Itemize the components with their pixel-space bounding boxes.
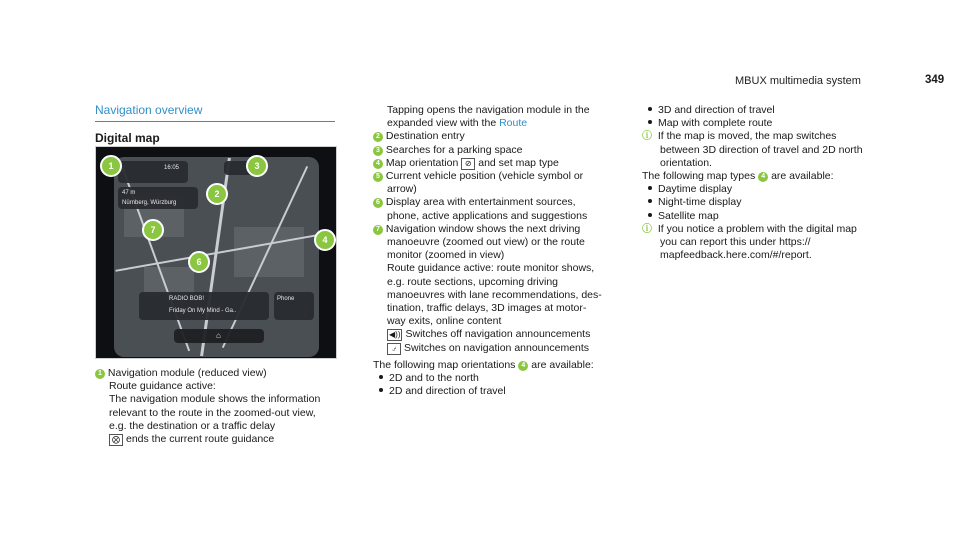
- note-text: If you notice a problem with the digital map: [657, 222, 857, 235]
- item-text: phone, active applications and suggestions: [387, 209, 588, 222]
- list-item: Satellite map: [658, 209, 719, 222]
- item-text: arrow): [387, 183, 417, 196]
- subsection-title: Digital map: [95, 131, 160, 145]
- item-text: Switches off navigation announcements: [405, 328, 591, 341]
- info-icon: ⓘ: [642, 131, 652, 143]
- bullet-icon: [648, 107, 652, 111]
- item-text: Destination entry: [385, 130, 465, 143]
- item-text: are available:: [531, 358, 594, 371]
- item-text: e.g. route sections, upcoming driving: [387, 275, 559, 288]
- distance-text: 47 m: [122, 190, 136, 196]
- item-text: Navigation module (reduced view): [107, 367, 267, 379]
- route-link[interactable]: Route: [499, 117, 528, 130]
- route-text: Nürnberg, Würzburg: [122, 200, 177, 206]
- item-text: tination, traffic delays, 3D images at motor-: [387, 302, 587, 315]
- note-text: you can report this under https://: [660, 236, 811, 249]
- item-text: manoeuvres with lane recommendations, des-: [387, 288, 602, 301]
- digital-map-screenshot: [95, 146, 337, 359]
- running-header: MBUX multimedia system: [735, 75, 861, 87]
- section-title: Navigation overview: [95, 103, 203, 117]
- item-text: Route guidance active: route monitor shows,: [387, 262, 595, 275]
- callout-2: 2: [206, 183, 228, 205]
- item-text: Current vehicle position (vehicle symbol or: [385, 170, 584, 183]
- list-item: 3D and direction of travel: [658, 104, 775, 116]
- note-text: orientation.: [660, 156, 712, 169]
- list-item: Daytime display: [658, 183, 733, 196]
- speaker-off-icon: ⍻: [387, 343, 401, 355]
- item-text: Route guidance active:: [109, 380, 216, 393]
- phone-label: Phone: [277, 296, 295, 302]
- item-text: and set map type: [478, 156, 559, 169]
- note-text: between 3D direction of travel and 2D north: [660, 143, 863, 156]
- info-icon: ⓘ: [642, 223, 652, 235]
- item-text: manoeuvre (zoomed out view) or the route: [387, 236, 585, 249]
- bullet-icon: [648, 186, 652, 190]
- item-text: The following map orientations: [373, 358, 516, 371]
- note-text: mapfeedback.here.com/#/report.: [660, 249, 812, 262]
- item-text: ends the current route guidance: [126, 433, 275, 446]
- item-text: relevant to the route in the zoomed-out view,: [109, 406, 316, 419]
- callout-1: 1: [100, 155, 122, 177]
- compass-icon: ⊘: [461, 158, 475, 170]
- item-text: Navigation window shows the next driving: [385, 222, 581, 235]
- callout-badge: 2: [373, 132, 383, 142]
- item-text: expanded view with the: [387, 117, 497, 130]
- item-text: e.g. the destination or a traffic delay: [109, 419, 276, 432]
- bullet-icon: [648, 120, 652, 124]
- section-divider: [95, 121, 335, 122]
- note-text: If the map is moved, the map switches: [657, 130, 837, 143]
- home-icon: ⌂: [216, 331, 221, 340]
- item-text: are available:: [771, 170, 834, 183]
- item-text: Map orientation: [385, 156, 459, 169]
- bullet-icon: [379, 375, 383, 379]
- item-text: monitor (zoomed in view): [387, 249, 505, 262]
- right-description: [642, 104, 892, 262]
- page-number: 349: [925, 74, 945, 86]
- list-item: Night-time display: [658, 196, 742, 209]
- bullet-icon: [648, 199, 652, 203]
- callout-badge: 4: [758, 172, 768, 182]
- callout-badge: 6: [373, 198, 383, 208]
- middle-description: [373, 104, 618, 398]
- callout-badge: 5: [373, 172, 383, 182]
- callout-4: 4: [314, 229, 336, 251]
- clock-text: 16:05: [164, 165, 180, 171]
- item-text: Display area with entertainment sources,: [385, 196, 576, 209]
- callout-badge: 4: [518, 361, 528, 371]
- radio-subtitle: Friday On My Mind - Ga..: [169, 308, 237, 314]
- list-item: 2D and to the north: [389, 372, 479, 385]
- callout-badge: 1: [95, 369, 105, 379]
- radio-label: RADIO BOB!: [169, 296, 205, 302]
- item-text: Searches for a parking space: [385, 143, 523, 156]
- item-text: The following map types: [642, 170, 756, 183]
- callout-6: 6: [188, 251, 210, 273]
- callout-badge: 7: [373, 225, 383, 235]
- item-text: Switches on navigation announcements: [404, 341, 590, 354]
- bullet-icon: [648, 213, 652, 217]
- item-text: The navigation module shows the information: [109, 393, 321, 406]
- item-text: way exits, online content: [387, 315, 502, 328]
- item-text: Tapping opens the navigation module in the: [387, 104, 590, 116]
- list-item: Map with complete route: [658, 117, 773, 130]
- callout-badge: 3: [373, 146, 383, 156]
- speaker-on-icon: ◀)): [389, 330, 401, 340]
- callout-3: 3: [246, 155, 268, 177]
- list-item: 2D and direction of travel: [389, 385, 506, 398]
- callout-7: 7: [142, 219, 164, 241]
- bullet-icon: [379, 388, 383, 392]
- left-description: [95, 367, 340, 446]
- callout-badge: 4: [373, 159, 383, 169]
- cancel-route-icon: ⨂: [109, 434, 123, 446]
